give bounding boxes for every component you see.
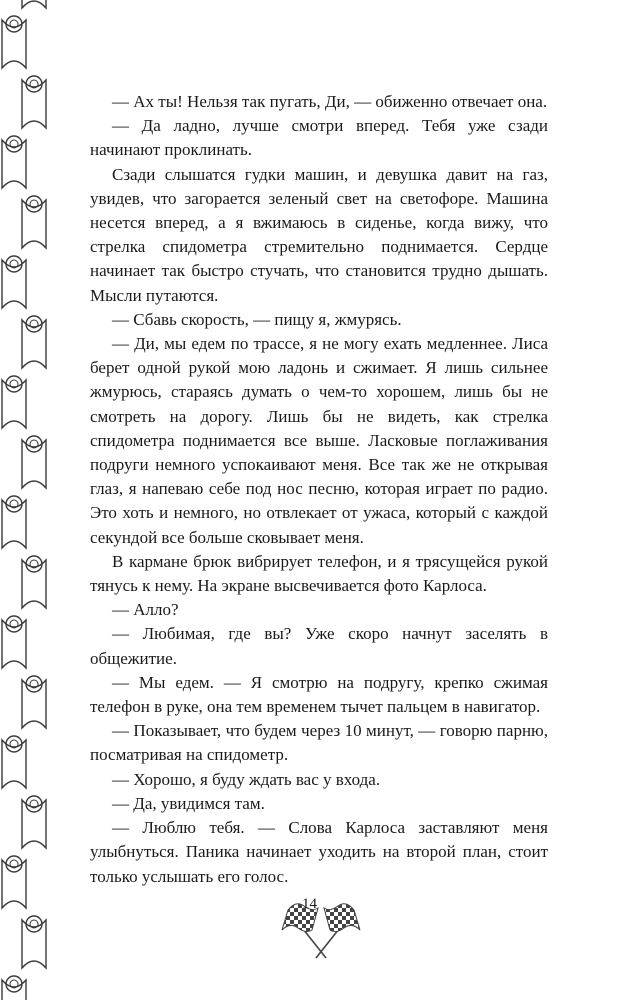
chain-link	[22, 196, 46, 248]
paragraph: — Показывает, что будем через 10 минут, — говорю парню, посматривая на спидометр.	[90, 721, 548, 765]
chain-link	[22, 556, 46, 608]
chain-link	[2, 16, 26, 68]
paragraph: — Сбавь скорость, — пищу я, жмурясь.	[112, 309, 402, 329]
paragraph: — Ах ты! Нельзя так пугать, Ди, — обиженно отвечает она.	[112, 92, 548, 111]
chain-link	[2, 376, 26, 428]
bicycle-chain-border	[0, 0, 60, 1000]
paragraph: — Любимая, где вы? Уже скоро начнут заселять в общежитие.	[90, 624, 548, 668]
chain-link	[2, 136, 26, 188]
chain-link	[2, 256, 26, 308]
chain-link	[22, 916, 46, 968]
paragraph: — Ди, мы едем по трассе, я не могу ехать медленнее. Лиса берет одной рукой мою ладонь и сжимает. Я лишь сильнее жмурюсь, стараясь думать о чем-то хорошем, лишь бы не смотреть на дорогу. Лишь бы не видеть, как стрелка спидометра поднимается все выше. Ласковые поглаживания подруги немного успокаивают меня. Все так же не открывая глаз, я напеваю себе под нос песню, которая играет по радио. Это хоть и немного, но отвлекает от ужаса, который с каждой секундой все больше сковывает меня.	[90, 334, 548, 547]
chain-link	[2, 616, 26, 668]
paragraph: — Мы едем. — Я смотрю на подругу, крепко сжимая телефон в руке, она тем временем тычет пальцем в навигатор.	[90, 672, 548, 717]
chain-link	[22, 0, 46, 8]
chain-link	[22, 796, 46, 848]
chain-link	[2, 976, 26, 1000]
chain-link	[2, 496, 26, 548]
chain-link	[22, 316, 46, 368]
paragraph: — Алло?	[112, 600, 179, 620]
paragraph: Сзади слышатся гудки машин, и девушка давит на газ, увидев, что загорается зеленый свет на светофоре. Машина несется вперед, а я вжимаюсь в сиденье, когда вижу, что стрелка спидометра стремительно поднимается. Сердце начинает так быстро стучать, что становится трудно дышать. Мысли путаются.	[90, 164, 548, 305]
chain-link	[22, 76, 46, 128]
page-number: 14	[302, 896, 317, 912]
paragraph: В кармане брюк вибрирует телефон, и я трясущейся рукой тянусь к нему. На экране высвечивается фото Карлоса.	[90, 551, 548, 596]
paragraph: — Да, увидимся там.	[112, 793, 265, 813]
paragraph: — Хорошо, я буду ждать вас у входа.	[112, 769, 381, 789]
paragraph: — Да ладно, лучше смотри вперед. Тебя уже сзади начинают проклинать.	[90, 116, 548, 160]
chain-link	[2, 736, 26, 788]
body-text	[90, 90, 548, 889]
chain-link	[22, 676, 46, 728]
chain-link	[22, 436, 46, 488]
paragraph: — Люблю тебя. — Слова Карлоса заставляют меня улыбнуться. Паника начинает уходить на второй план, стоит только услышать его голос.	[90, 818, 548, 886]
